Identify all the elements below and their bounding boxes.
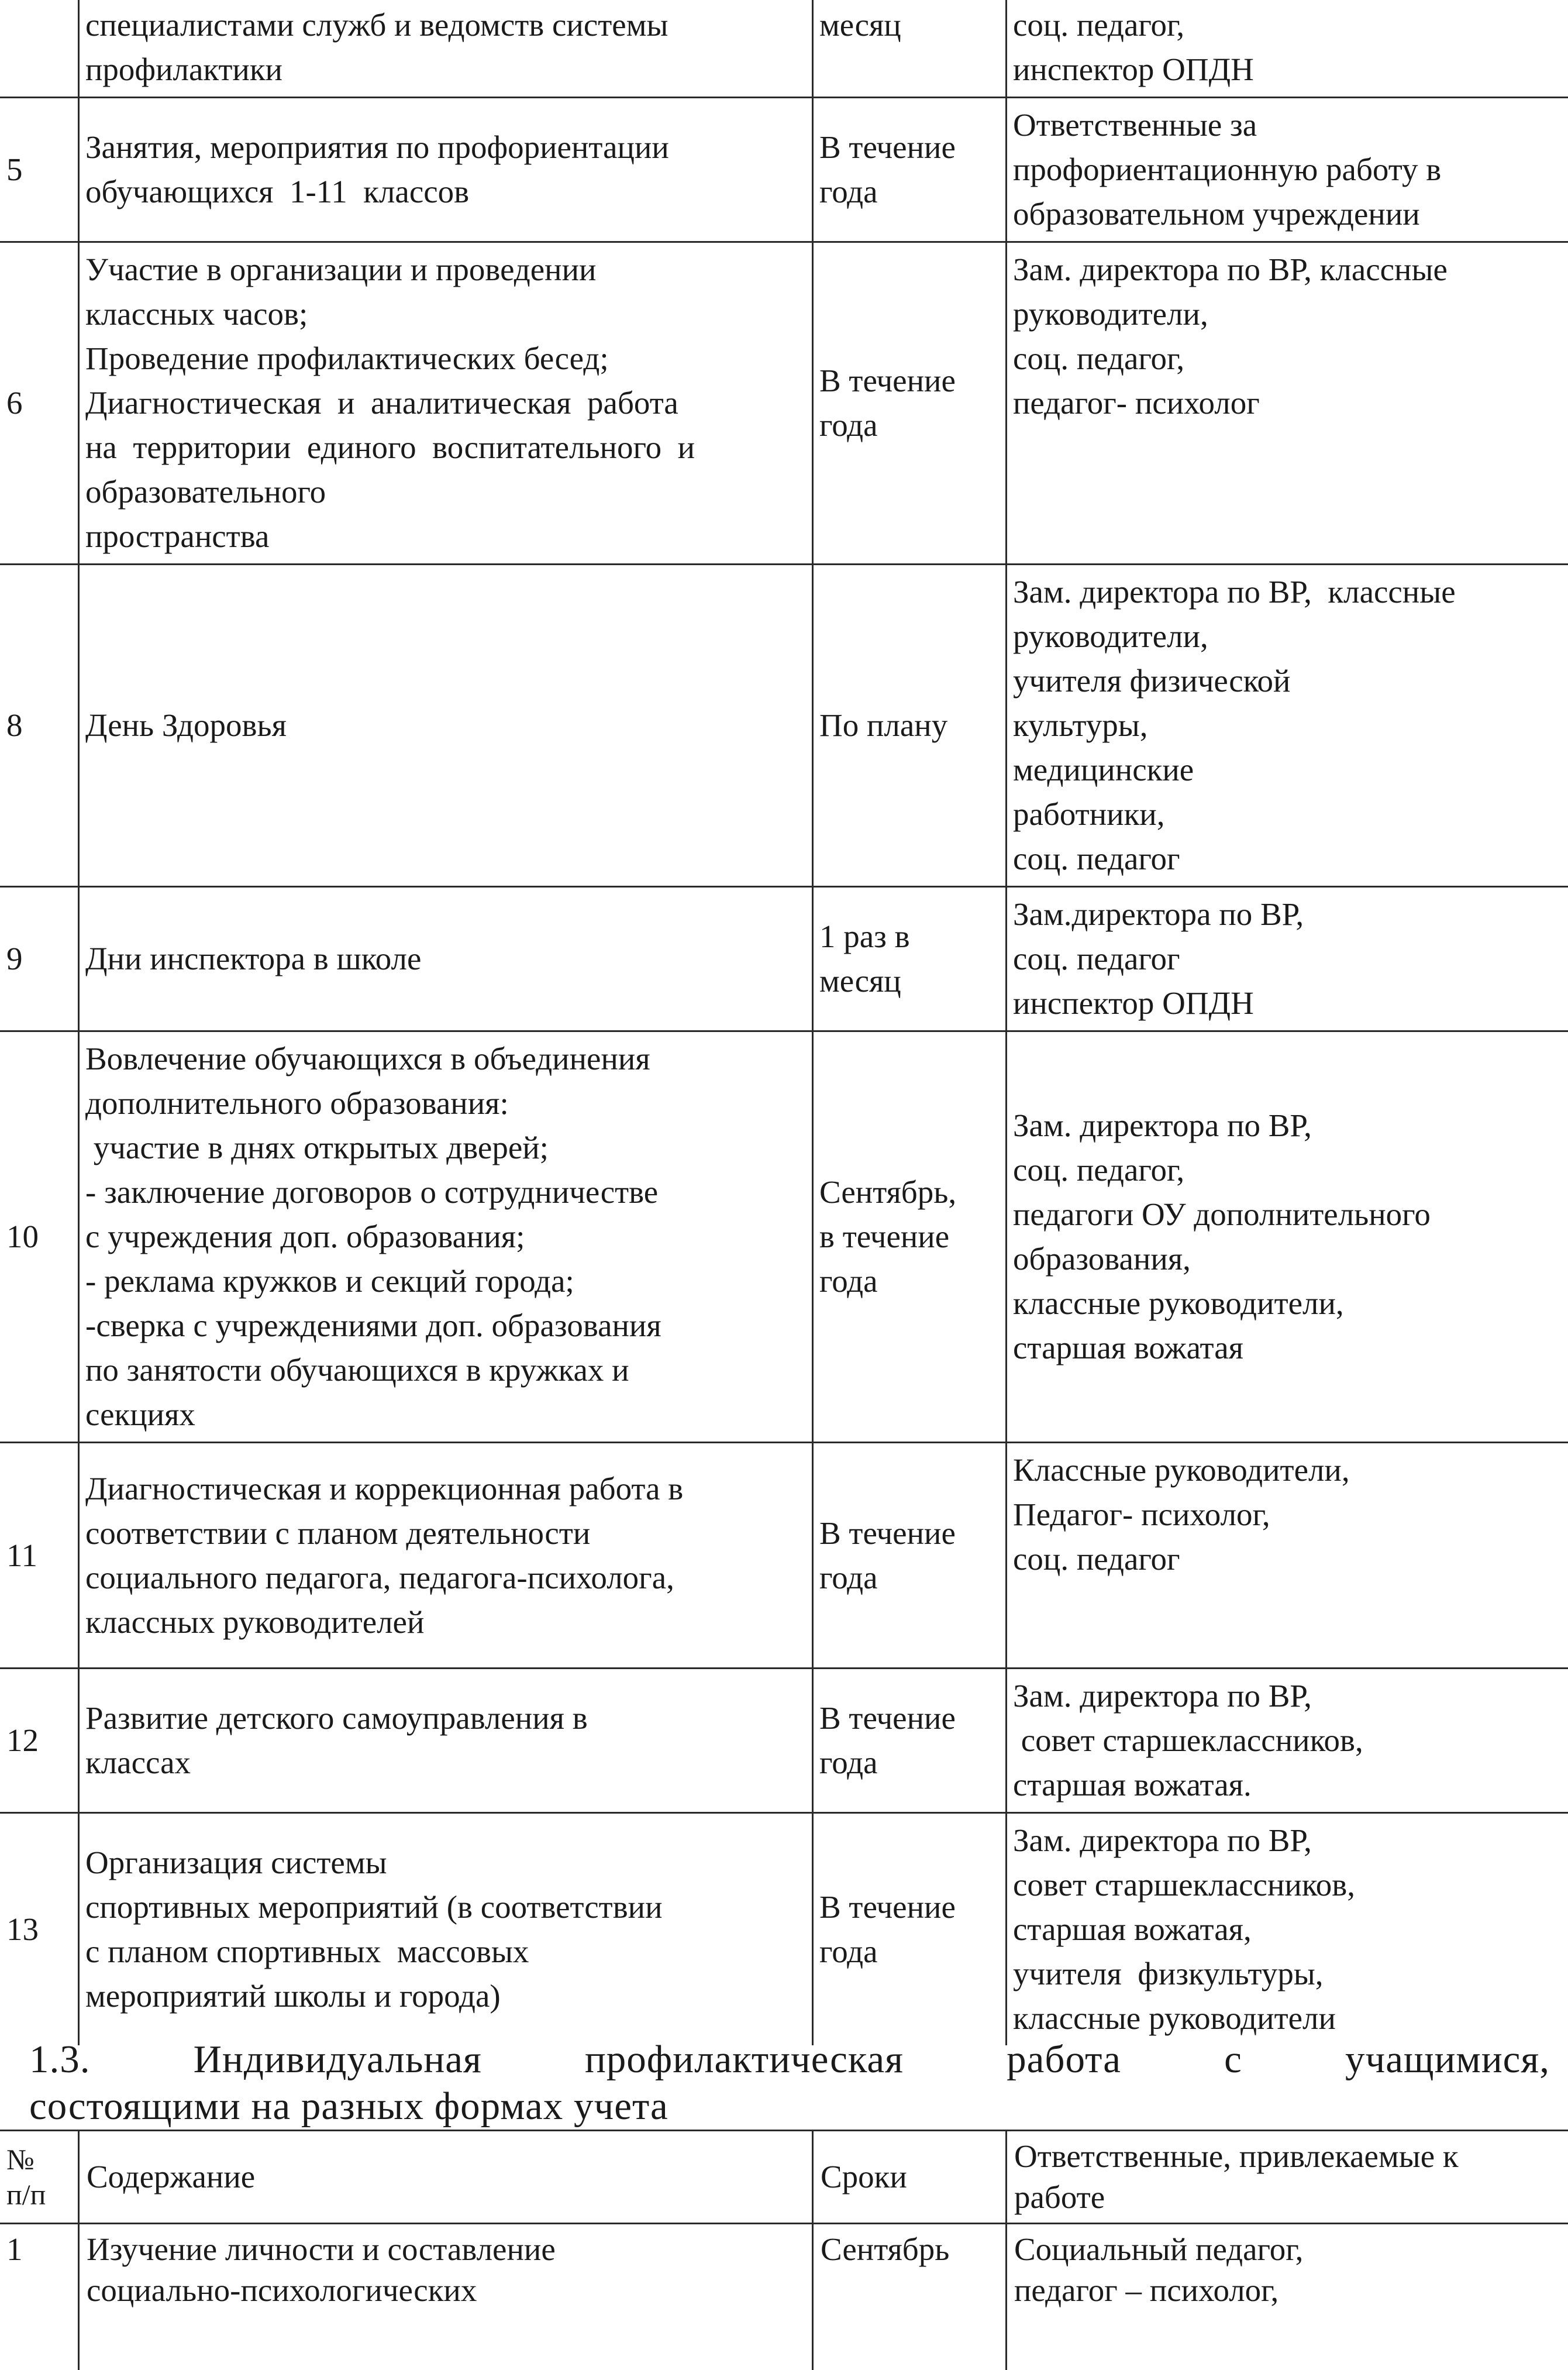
row-resp-line: Зам. директора по ВР, классные <box>1013 247 1565 292</box>
row-term-line: года <box>819 1259 1000 1303</box>
row-term-line: года <box>819 1740 1000 1785</box>
row-resp <box>1007 2224 1568 2370</box>
row-num: 10 <box>0 1031 79 1443</box>
table-row <box>0 2224 1568 2370</box>
row-content-line: обучающихся 1-11 классов <box>85 170 806 214</box>
row-resp-line: соц. педагог <box>1013 837 1565 881</box>
section-title-word: учащимися, <box>1345 2036 1550 2083</box>
row-resp-line: педагог- психолог <box>1013 381 1565 425</box>
row-content-line: - реклама кружков и секций города; <box>85 1259 806 1303</box>
row-term: Сентябрь <box>813 2224 1007 2370</box>
header-num-line: п/п <box>6 2177 71 2212</box>
row-content-line: Вовлечение обучающихся в объединения <box>85 1037 806 1081</box>
row-content-line: Участие в организации и проведении <box>85 247 806 292</box>
row-term-line: В течение <box>819 359 1000 403</box>
row-num: 5 <box>0 98 79 242</box>
row-num: 12 <box>0 1669 79 1813</box>
row-resp <box>1007 1813 1568 2046</box>
section-title-line2: состоящими на разных формах учета <box>29 2083 1550 2130</box>
row-resp <box>1007 1031 1568 1443</box>
row-resp-line: Социальный педагог, <box>1014 2229 1564 2270</box>
row-content <box>79 242 813 565</box>
row-term <box>813 1813 1007 2046</box>
row-content-line: образовательного <box>85 470 806 514</box>
row-content-line: профилактики <box>85 47 806 92</box>
row-resp-line: Зам.директора по ВР, <box>1013 892 1565 937</box>
row-content-line: Изучение личности и составление <box>87 2229 805 2270</box>
row-content-line: на территории единого воспитательного и <box>85 425 806 470</box>
row-content-line: классах <box>85 1740 806 1785</box>
row-content-line: Занятия, мероприятия по профориентации <box>85 125 806 170</box>
row-num: 6 <box>0 242 79 565</box>
row-resp-line: Зам. директора по ВР, <box>1013 1674 1565 1718</box>
row-content-line: - заключение договоров о сотрудничестве <box>85 1170 806 1215</box>
table-row <box>0 98 1568 242</box>
row-content-line: пространства <box>85 514 806 559</box>
table-row <box>0 1443 1568 1669</box>
row-resp-line: Зам. директора по ВР, <box>1013 1103 1565 1148</box>
row-resp-line: соц. педагог <box>1013 937 1565 981</box>
table-row <box>0 1031 1568 1443</box>
row-resp <box>1007 887 1568 1031</box>
row-resp-line: профориентационную работу в <box>1013 147 1565 192</box>
row-resp-line: старшая вожатая. <box>1013 1763 1565 1807</box>
row-resp-line: совет старшеклассников, <box>1013 1718 1565 1763</box>
row-content-line: спортивных мероприятий (в соответствии <box>85 1885 806 1929</box>
row-content <box>79 565 813 887</box>
row-resp-line: Зам. директора по ВР, <box>1013 1818 1565 1863</box>
row-term-line: В течение <box>819 1696 1000 1740</box>
row-resp-line: учителя физкультуры, <box>1013 1952 1565 1996</box>
table-row <box>0 1813 1568 2046</box>
row-resp-line: классные руководители, <box>1013 1281 1565 1326</box>
row-num: 11 <box>0 1443 79 1669</box>
row-content-line: Проведение профилактических бесед; <box>85 336 806 381</box>
header-resp <box>1007 2131 1568 2224</box>
row-resp-line: культуры, <box>1013 703 1565 748</box>
row-term-line: В течение <box>819 1511 1000 1556</box>
row-resp-line: педагог – психолог, <box>1014 2270 1564 2311</box>
row-content-line: участие в днях открытых дверей; <box>85 1126 806 1170</box>
row-resp-line: учителя физической <box>1013 659 1565 703</box>
row-content-line: Организация системы <box>85 1841 806 1885</box>
table-row <box>0 1669 1568 1813</box>
row-term-line: в течение <box>819 1215 1000 1259</box>
row-content-line: социального педагога, педагога-психолога, <box>85 1556 806 1600</box>
section-title-word: с <box>1224 2036 1242 2083</box>
row-content-line: соответствии с планом деятельности <box>85 1511 806 1556</box>
row-term-line: года <box>819 1556 1000 1600</box>
row-term <box>813 0 1007 98</box>
row-resp <box>1007 0 1568 98</box>
table-row <box>0 242 1568 565</box>
row-content-line: Диагностическая и аналитическая работа <box>85 381 806 425</box>
row-term <box>813 887 1007 1031</box>
row-resp <box>1007 565 1568 887</box>
header-term: Сроки <box>813 2131 1007 2224</box>
row-term-line: месяц <box>819 959 1000 1003</box>
row-resp-line: соц. педагог, <box>1013 336 1565 381</box>
section-number: 1.3. <box>29 2036 91 2083</box>
row-num <box>0 0 79 98</box>
row-term-line: года <box>819 1929 1000 1974</box>
row-term-line: Сентябрь, <box>819 1170 1000 1215</box>
row-content-line: классных руководителей <box>85 1600 806 1645</box>
row-content <box>79 0 813 98</box>
row-resp-line: руководители, <box>1013 292 1565 336</box>
section-title-word: профилактическая <box>585 2036 904 2083</box>
row-content <box>79 1443 813 1669</box>
row-resp <box>1007 98 1568 242</box>
row-resp-line: соц. педагог, <box>1013 1148 1565 1192</box>
row-num: 9 <box>0 887 79 1031</box>
row-resp-line: соц. педагог <box>1013 1537 1565 1581</box>
header-resp-line: работе <box>1014 2177 1564 2218</box>
row-content-line: специалистами служб и ведомств системы <box>85 3 806 47</box>
row-resp-line: руководители, <box>1013 614 1565 659</box>
row-content-line: Дни инспектора в школе <box>85 937 806 981</box>
row-resp-line: педагоги ОУ дополнительного <box>1013 1192 1565 1237</box>
row-content-line: с учреждения доп. образования; <box>85 1215 806 1259</box>
row-resp-line: старшая вожатая <box>1013 1326 1565 1370</box>
table-row <box>0 565 1568 887</box>
row-resp-line: старшая вожатая, <box>1013 1907 1565 1952</box>
header-content: Содержание <box>79 2131 813 2224</box>
row-resp-line: соц. педагог, <box>1013 3 1565 47</box>
individual-work-table <box>0 2130 1568 2370</box>
row-resp-line: образования, <box>1013 1237 1565 1281</box>
header-num <box>0 2131 79 2224</box>
row-content <box>79 887 813 1031</box>
row-content <box>79 1669 813 1813</box>
section-title-word: Индивидуальная <box>194 2036 482 2083</box>
row-resp-line: Педагог- психолог, <box>1013 1492 1565 1537</box>
row-content <box>79 1813 813 2046</box>
row-term <box>813 98 1007 242</box>
row-content <box>79 1031 813 1443</box>
row-content-line: секциях <box>85 1392 806 1437</box>
row-content-line: Развитие детского самоуправления в <box>85 1696 806 1740</box>
row-term-line: В течение <box>819 1885 1000 1929</box>
header-resp-line: Ответственные, привлекаемые к <box>1014 2136 1564 2177</box>
section-heading <box>29 2036 1550 2130</box>
row-resp <box>1007 1669 1568 1813</box>
row-content-line: социально-психологических <box>87 2270 805 2311</box>
section-title-word: работа <box>1007 2036 1121 2083</box>
row-content-line: классных часов; <box>85 292 806 336</box>
row-num: 1 <box>0 2224 79 2370</box>
row-resp <box>1007 1443 1568 1669</box>
row-term-line: года <box>819 170 1000 214</box>
row-resp-line: инспектор ОПДН <box>1013 47 1565 92</box>
row-term <box>813 242 1007 565</box>
row-resp-line: классные руководители <box>1013 1996 1565 2041</box>
row-term-line: В течение <box>819 125 1000 170</box>
row-resp-line: Зам. директора по ВР, классные <box>1013 570 1565 614</box>
row-resp-line: Классные руководители, <box>1013 1448 1565 1492</box>
row-term <box>813 1031 1007 1443</box>
row-content-line: с планом спортивных массовых <box>85 1929 806 1974</box>
row-num: 8 <box>0 565 79 887</box>
row-content-line: дополнительного образования: <box>85 1081 806 1126</box>
row-term <box>813 565 1007 887</box>
row-term-line: По плану <box>819 703 1000 748</box>
table-row <box>0 887 1568 1031</box>
row-content-line: по занятости обучающихся в кружках и <box>85 1348 806 1392</box>
table-header-row <box>0 2131 1568 2224</box>
row-term-line: 1 раз в <box>819 914 1000 959</box>
row-resp-line: работники, <box>1013 792 1565 837</box>
row-content-line: Диагностическая и коррекционная работа в <box>85 1467 806 1511</box>
row-term-line: месяц <box>819 3 1000 47</box>
header-num-line: № <box>6 2142 71 2177</box>
row-num: 13 <box>0 1813 79 2046</box>
row-content-line: День Здоровья <box>85 703 806 748</box>
row-content-line: мероприятий школы и города) <box>85 1974 806 2018</box>
row-content <box>79 2224 813 2370</box>
row-resp-line: совет старшеклассников, <box>1013 1863 1565 1907</box>
row-content <box>79 98 813 242</box>
row-resp-line: Ответственные за <box>1013 103 1565 147</box>
row-resp-line: образовательном учреждении <box>1013 192 1565 236</box>
row-resp <box>1007 242 1568 565</box>
row-content-line: -сверка с учреждениями доп. образования <box>85 1303 806 1348</box>
row-resp-line: инспектор ОПДН <box>1013 981 1565 1026</box>
row-term-line: года <box>819 403 1000 448</box>
row-term <box>813 1669 1007 1813</box>
row-resp-line: медицинские <box>1013 748 1565 792</box>
row-term <box>813 1443 1007 1669</box>
table-row <box>0 0 1568 98</box>
